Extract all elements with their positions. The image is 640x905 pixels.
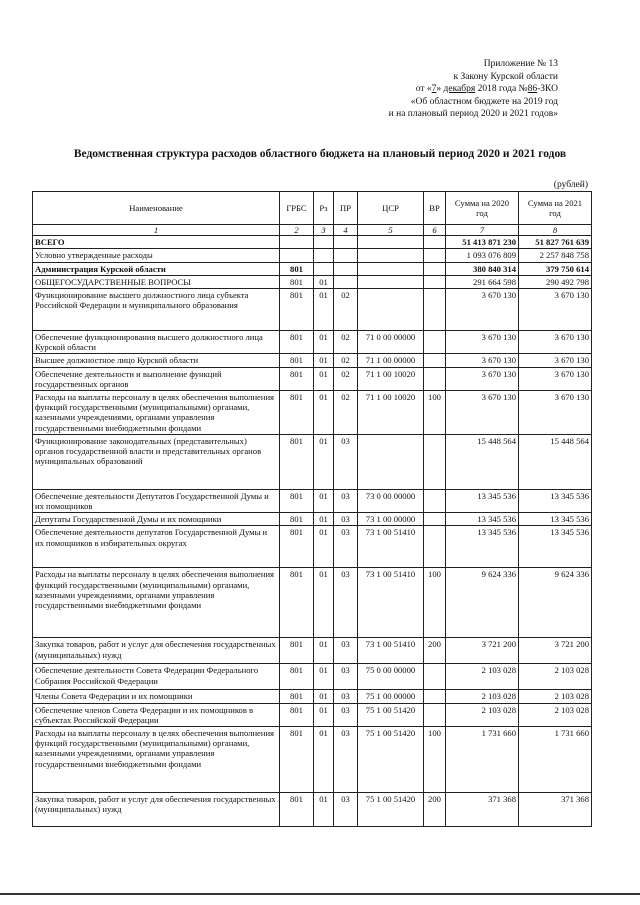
- col-number: 2: [280, 225, 314, 236]
- row-csr: 71 0 00 00000: [358, 331, 424, 354]
- appendix-law-title: «Об областном бюджете на 2019 год: [410, 96, 558, 107]
- row-sum-2021: 3 670 130: [519, 391, 592, 435]
- page-bottom-border: [0, 893, 640, 895]
- table-row: [33, 489, 592, 512]
- row-grbs: 801: [280, 664, 314, 690]
- row-grbs: 801: [280, 793, 314, 827]
- row-rz: 01: [314, 568, 334, 638]
- row-name: Условно утвержденные расходы: [33, 249, 280, 262]
- row-sum-2020: 380 840 314: [446, 262, 519, 275]
- row-name: Высшее должностное лицо Курской области: [33, 354, 280, 367]
- row-csr: [358, 262, 424, 275]
- row-pr: 02: [334, 367, 358, 390]
- row-rz: 01: [314, 526, 334, 568]
- row-sum-2020: 2 103 028: [446, 690, 519, 703]
- row-rz: [314, 262, 334, 275]
- row-vr: 100: [424, 727, 446, 793]
- law-suffix: -ЗКО: [537, 84, 558, 95]
- row-sum-2021: 2 257 848 758: [519, 249, 592, 262]
- row-rz: 01: [314, 690, 334, 703]
- row-csr: 75 0 00 00000: [358, 664, 424, 690]
- row-sum-2020: 15 448 564: [446, 434, 519, 489]
- row-sum-2021: 15 448 564: [519, 434, 592, 489]
- row-sum-2021: 3 670 130: [519, 367, 592, 390]
- row-sum-2020: 13 345 536: [446, 489, 519, 512]
- row-vr: [424, 664, 446, 690]
- row-grbs: 801: [280, 391, 314, 435]
- row-sum-2020: 2 103 028: [446, 664, 519, 690]
- row-name: Обеспечение деятельности депутатов Государственной Думы и их помощников в избирательных округах: [33, 526, 280, 568]
- law-number: 86: [527, 84, 538, 95]
- col-header-csr: ЦСР: [358, 192, 424, 225]
- row-name: Расходы на выплаты персоналу в целях обеспечения выполнения функций государственными (муниципальными) органами, казенными учреждениями, органами управления государственными внебюджетными фондами: [33, 391, 280, 435]
- row-sum-2021: 2 103 028: [519, 664, 592, 690]
- row-vr: [424, 289, 446, 331]
- col-number: 8: [519, 225, 592, 236]
- row-vr: [424, 367, 446, 390]
- table-row: [33, 354, 592, 367]
- col-number: 3: [314, 225, 334, 236]
- row-grbs: 801: [280, 727, 314, 793]
- budget-table: [32, 191, 592, 827]
- appendix-law-title-cont: и на плановый период 2020 и 2021 годов»: [388, 109, 558, 120]
- row-pr: 02: [334, 391, 358, 435]
- row-grbs: 801: [280, 568, 314, 638]
- row-csr: [358, 289, 424, 331]
- col-number: 7: [446, 225, 519, 236]
- row-pr: 03: [334, 690, 358, 703]
- col-header-vr: ВР: [424, 192, 446, 225]
- row-sum-2020: 3 670 130: [446, 367, 519, 390]
- row-sum-2020: 3 670 130: [446, 354, 519, 367]
- row-pr: 03: [334, 526, 358, 568]
- appendix-header: [389, 58, 558, 121]
- row-rz: 01: [314, 489, 334, 512]
- col-header-sum-2021: Сумма на 2021 год: [519, 192, 592, 225]
- row-csr: 71 1 00 10020: [358, 367, 424, 390]
- row-pr: 03: [334, 489, 358, 512]
- row-sum-2021: 3 670 130: [519, 354, 592, 367]
- row-pr: [334, 275, 358, 288]
- row-grbs: [280, 249, 314, 262]
- row-name: Обеспечение членов Совета Федерации и их помощников в субъектах Российской Федерации: [33, 703, 280, 726]
- row-grbs: 801: [280, 638, 314, 664]
- row-sum-2021: 3 670 130: [519, 289, 592, 331]
- row-csr: [358, 249, 424, 262]
- row-sum-2021: 2 103 028: [519, 690, 592, 703]
- row-grbs: 801: [280, 489, 314, 512]
- row-csr: 75 1 00 51420: [358, 727, 424, 793]
- row-name: Администрация Курской области: [33, 262, 280, 275]
- row-csr: 75 1 00 51420: [358, 793, 424, 827]
- row-vr: 200: [424, 638, 446, 664]
- row-rz: 01: [314, 391, 334, 435]
- row-vr: [424, 354, 446, 367]
- row-csr: [358, 434, 424, 489]
- table-row: [33, 727, 592, 793]
- row-csr: 75 1 00 51420: [358, 703, 424, 726]
- row-rz: 01: [314, 367, 334, 390]
- row-vr: [424, 249, 446, 262]
- row-grbs: 801: [280, 513, 314, 526]
- col-header-grbs: ГРБС: [280, 192, 314, 225]
- row-vr: [424, 489, 446, 512]
- column-number-row: [33, 225, 592, 236]
- row-sum-2021: 13 345 536: [519, 489, 592, 512]
- row-sum-2021: 3 670 130: [519, 331, 592, 354]
- col-number: 1: [33, 225, 280, 236]
- date-month: декабря: [443, 84, 476, 95]
- row-rz: 01: [314, 727, 334, 793]
- row-csr: 73 0 00 00000: [358, 489, 424, 512]
- row-sum-2021: 379 750 614: [519, 262, 592, 275]
- row-vr: 100: [424, 391, 446, 435]
- row-rz: 01: [314, 354, 334, 367]
- row-grbs: 801: [280, 690, 314, 703]
- table-row-total: [33, 236, 592, 249]
- row-pr: 03: [334, 513, 358, 526]
- appendix-date-line: [389, 83, 558, 96]
- row-grbs: 801: [280, 275, 314, 288]
- row-name: Закупка товаров, работ и услуг для обеспечения государственных (муниципальных) нужд: [33, 638, 280, 664]
- row-sum-2021: 13 345 536: [519, 513, 592, 526]
- row-name: Обеспечение деятельности и выполнение функций государственных органов: [33, 367, 280, 390]
- row-vr: [424, 690, 446, 703]
- row-rz: 01: [314, 664, 334, 690]
- page-title: Ведомственная структура расходов областного бюджета на плановый период 2020 и 2021 годов: [73, 148, 567, 160]
- row-csr: 73 1 00 00000: [358, 513, 424, 526]
- row-rz: 01: [314, 703, 334, 726]
- row-name: Расходы на выплаты персоналу в целях обеспечения выполнения функций государственными (муниципальными) органами, казенными учреждениями, органами управления государственными внебюджетными фондами: [33, 727, 280, 793]
- row-sum-2020: 3 670 130: [446, 331, 519, 354]
- row-name: Обеспечение деятельности Совета Федерации Федерального Собрания Российской Федерации: [33, 664, 280, 690]
- row-sum-2021: 3 721 200: [519, 638, 592, 664]
- row-sum-2021: 290 492 798: [519, 275, 592, 288]
- row-grbs: 801: [280, 434, 314, 489]
- row-vr: [424, 434, 446, 489]
- row-vr: [424, 236, 446, 249]
- row-csr: 73 1 00 51410: [358, 568, 424, 638]
- appendix-law: к Закону Курской области: [453, 71, 558, 82]
- row-grbs: 801: [280, 526, 314, 568]
- row-rz: 01: [314, 275, 334, 288]
- row-name: ВСЕГО: [33, 236, 280, 249]
- row-pr: 03: [334, 727, 358, 793]
- row-csr: 71 1 00 00000: [358, 354, 424, 367]
- row-grbs: 801: [280, 367, 314, 390]
- row-sum-2020: 51 413 871 230: [446, 236, 519, 249]
- row-pr: [334, 236, 358, 249]
- row-sum-2021: 1 731 660: [519, 727, 592, 793]
- row-sum-2020: 3 721 200: [446, 638, 519, 664]
- col-header-sum-2020: Сумма на 2020 год: [446, 192, 519, 225]
- row-sum-2020: 13 345 536: [446, 526, 519, 568]
- table-row: [33, 568, 592, 638]
- table-row: [33, 367, 592, 390]
- units-label: (рублей): [553, 180, 588, 190]
- row-sum-2020: 3 670 130: [446, 391, 519, 435]
- table-row: [33, 275, 592, 288]
- table-row: [33, 526, 592, 568]
- row-name: Обеспечение функционирования высшего должностного лица Курской области: [33, 331, 280, 354]
- row-pr: 03: [334, 793, 358, 827]
- date-year: 2018 года №: [475, 84, 528, 95]
- row-pr: [334, 249, 358, 262]
- row-sum-2020: 13 345 536: [446, 513, 519, 526]
- row-csr: [358, 236, 424, 249]
- row-sum-2021: 371 368: [519, 793, 592, 827]
- col-header-name: Наименование: [33, 192, 280, 225]
- table-row: [33, 434, 592, 489]
- table-header-row: [33, 192, 592, 225]
- col-number: 5: [358, 225, 424, 236]
- row-sum-2020: 3 670 130: [446, 289, 519, 331]
- table-row: [33, 690, 592, 703]
- row-name: Закупка товаров, работ и услуг для обеспечения государственных (муниципальных) нужд: [33, 793, 280, 827]
- row-rz: [314, 249, 334, 262]
- row-rz: 01: [314, 289, 334, 331]
- row-vr: [424, 526, 446, 568]
- row-grbs: 801: [280, 289, 314, 331]
- row-pr: 03: [334, 664, 358, 690]
- row-name: Обеспечение деятельности Депутатов Государственной Думы и их помощников: [33, 489, 280, 512]
- row-sum-2021: 51 827 761 639: [519, 236, 592, 249]
- row-rz: 01: [314, 793, 334, 827]
- col-header-rz: Рз: [314, 192, 334, 225]
- row-grbs: 801: [280, 703, 314, 726]
- table-row: [33, 391, 592, 435]
- row-pr: 02: [334, 289, 358, 331]
- row-csr: 73 1 00 51410: [358, 638, 424, 664]
- table-row: [33, 664, 592, 690]
- row-sum-2021: 9 624 336: [519, 568, 592, 638]
- row-pr: 03: [334, 703, 358, 726]
- row-rz: 01: [314, 638, 334, 664]
- appendix-number: Приложение № 13: [483, 59, 558, 69]
- row-sum-2021: 2 103 028: [519, 703, 592, 726]
- row-rz: 01: [314, 513, 334, 526]
- row-csr: 73 1 00 51410: [358, 526, 424, 568]
- row-vr: [424, 703, 446, 726]
- row-grbs: 801: [280, 262, 314, 275]
- row-rz: [314, 236, 334, 249]
- row-vr: [424, 275, 446, 288]
- row-vr: 100: [424, 568, 446, 638]
- date-mid: »: [436, 84, 444, 95]
- table-row: [33, 262, 592, 275]
- table-row: [33, 703, 592, 726]
- row-grbs: [280, 236, 314, 249]
- table-row: [33, 638, 592, 664]
- date-prefix: от «: [415, 84, 432, 95]
- date-day: 7: [431, 84, 437, 95]
- row-sum-2020: 291 664 598: [446, 275, 519, 288]
- row-pr: 02: [334, 354, 358, 367]
- table-row: [33, 513, 592, 526]
- table-row: [33, 793, 592, 827]
- row-name: Расходы на выплаты персоналу в целях обеспечения выполнения функций государственными (муниципальными) органами, казенными учреждениями, органами управления государственными внебюджетными фондами: [33, 568, 280, 638]
- row-sum-2020: 371 368: [446, 793, 519, 827]
- row-vr: 200: [424, 793, 446, 827]
- row-sum-2020: 9 624 336: [446, 568, 519, 638]
- col-number: 4: [334, 225, 358, 236]
- row-sum-2020: 1 731 660: [446, 727, 519, 793]
- col-number: 6: [424, 225, 446, 236]
- table-row: [33, 289, 592, 331]
- row-pr: 03: [334, 638, 358, 664]
- col-header-pr: ПР: [334, 192, 358, 225]
- row-name: Члены Совета Федерации и их помощники: [33, 690, 280, 703]
- row-sum-2020: 1 093 076 809: [446, 249, 519, 262]
- row-vr: [424, 262, 446, 275]
- row-grbs: 801: [280, 354, 314, 367]
- row-sum-2021: 13 345 536: [519, 526, 592, 568]
- row-pr: [334, 262, 358, 275]
- row-pr: 03: [334, 434, 358, 489]
- row-vr: [424, 513, 446, 526]
- row-name: Функционирование законодательных (представительных) органов государственной власти и представительных органов муниципальных образований: [33, 434, 280, 489]
- row-csr: 71 1 00 10020: [358, 391, 424, 435]
- row-name: Функционирование высшего должностного лица субъекта Российской Федерации и муниципального образования: [33, 289, 280, 331]
- table-row: [33, 331, 592, 354]
- row-rz: 01: [314, 331, 334, 354]
- row-name: Депутаты Государственной Думы и их помощники: [33, 513, 280, 526]
- row-vr: [424, 331, 446, 354]
- row-pr: 02: [334, 331, 358, 354]
- table-row: [33, 249, 592, 262]
- row-csr: 75 1 00 00000: [358, 690, 424, 703]
- row-sum-2020: 2 103 028: [446, 703, 519, 726]
- row-rz: 01: [314, 434, 334, 489]
- row-csr: [358, 275, 424, 288]
- row-grbs: 801: [280, 331, 314, 354]
- row-name: ОБЩЕГОСУДАРСТВЕННЫЕ ВОПРОСЫ: [33, 275, 280, 288]
- row-pr: 03: [334, 568, 358, 638]
